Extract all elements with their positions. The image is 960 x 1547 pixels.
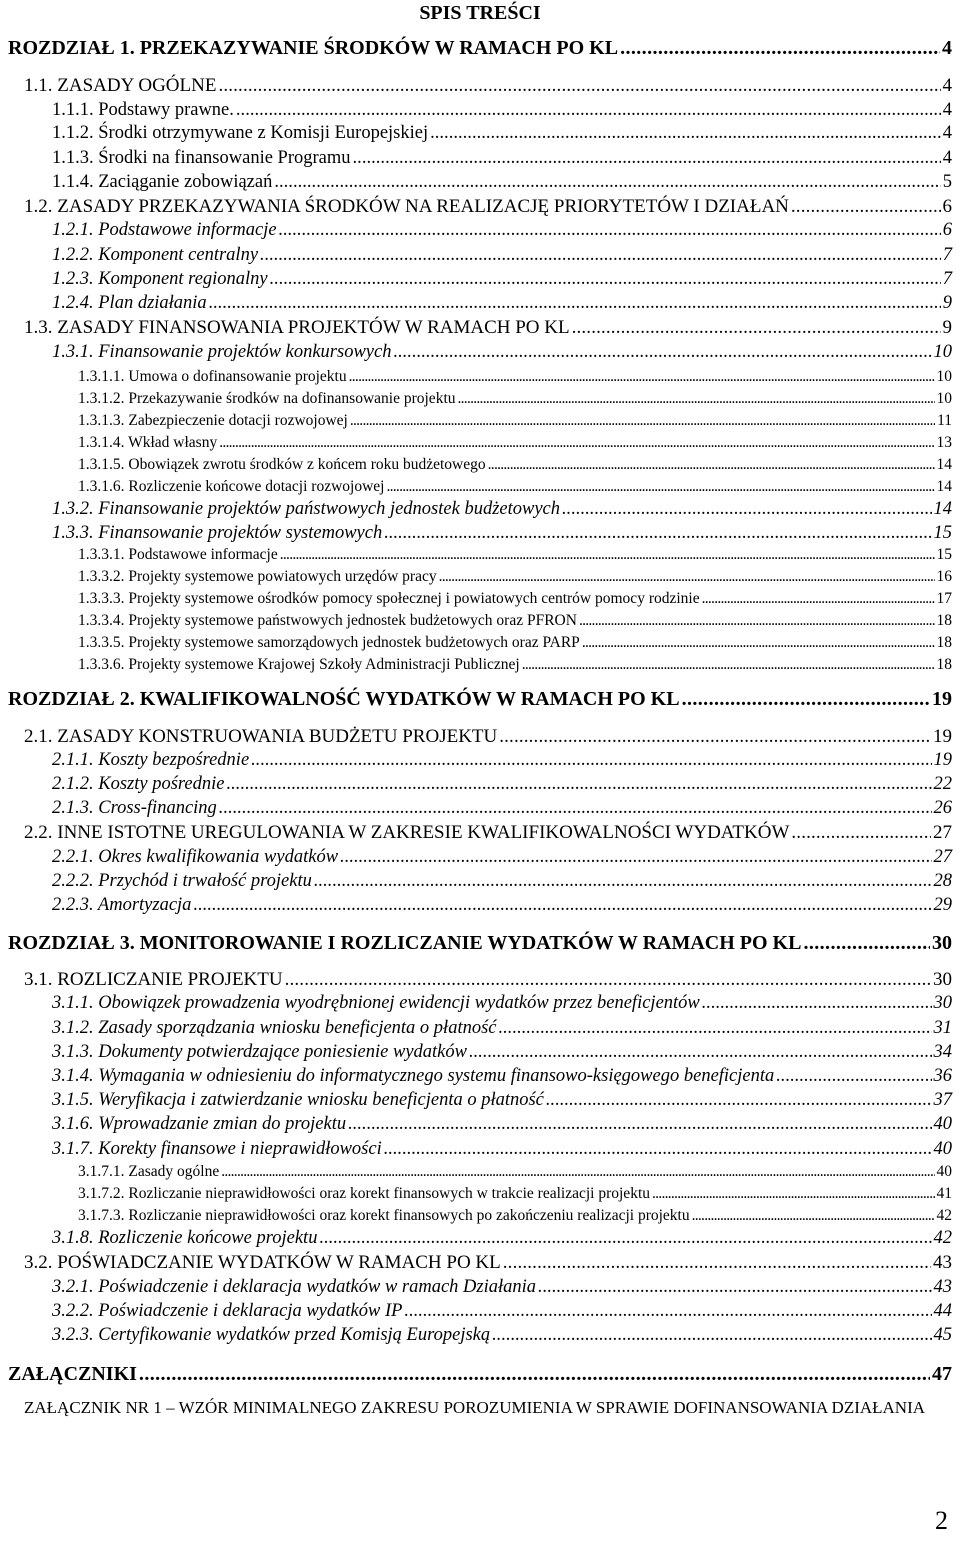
dot-leader — [430, 123, 941, 144]
toc-entry[interactable] — [78, 434, 952, 452]
toc-entry[interactable] — [78, 478, 952, 496]
toc-entry-title: 1.3.1.5. Obowiązek zwrotu środków z końcem roku budżetowego — [78, 456, 486, 473]
dot-leader — [274, 172, 940, 193]
toc-entry[interactable] — [24, 317, 952, 339]
toc-entry-page: 19 — [933, 726, 952, 747]
toc-entry-title: 2.1.1. Koszty bezpośrednie — [52, 750, 250, 770]
toc-entry-title: 1.3.1.1. Umowa o dofinansowanie projektu — [78, 368, 347, 385]
toc-entry[interactable] — [52, 1018, 952, 1039]
dot-leader — [218, 75, 940, 97]
toc-entry-page: 14 — [936, 456, 952, 473]
toc-entry-title: 3.1.7.3. Rozliczanie nieprawidłowości oraz korekt finansowych po zakończeniu realizacji projektu — [78, 1207, 690, 1224]
dot-leader — [562, 499, 931, 520]
toc-entry-page: 10 — [936, 368, 952, 385]
toc-entry-title: 1.3. ZASADY FINANSOWANIA PROJEKTÓW W RAMACH PO KL — [24, 317, 570, 338]
toc-entry[interactable] — [52, 123, 952, 144]
toc-entry-title: 3.1.3. Dokumenty potwierdzające poniesienie wydatków — [52, 1042, 467, 1062]
dot-leader — [458, 390, 935, 408]
toc-entry-page: 16 — [936, 568, 952, 585]
toc-entry[interactable] — [78, 546, 952, 564]
toc-entry[interactable] — [78, 634, 952, 652]
toc-entry-title: 2.1. ZASADY KONSTRUOWANIA BUDŻETU PROJEKTU — [24, 726, 498, 747]
dot-leader — [503, 1252, 931, 1274]
toc-entry[interactable] — [52, 245, 952, 266]
toc-entry-title: 3.1.5. Weryfikacja i zatwierdzanie wniosku beneficjenta o płatność — [52, 1090, 544, 1110]
dot-leader — [579, 612, 935, 630]
dot-leader — [209, 293, 941, 314]
dot-leader — [499, 1018, 932, 1039]
toc-entry-title: 1.1.1. Podstawy prawne. — [52, 100, 234, 120]
dot-leader — [469, 1042, 932, 1063]
toc-entry-page: 18 — [936, 634, 952, 651]
dot-leader — [314, 871, 932, 892]
toc-entry[interactable] — [78, 1163, 952, 1181]
toc-entry-title: 1.3.3. Finansowanie projektów systemowych — [52, 523, 383, 543]
toc-entry-page: 4 — [942, 75, 952, 96]
page-number: 2 — [935, 1506, 948, 1535]
toc-entry-page: 37 — [933, 1090, 952, 1110]
toc-entry-page: 4 — [942, 148, 952, 168]
dot-leader — [285, 969, 931, 991]
toc-entry-page: 43 — [933, 1252, 952, 1273]
toc-entry[interactable] — [24, 75, 952, 97]
toc-entry-title: 1.1.2. Środki otrzymywane z Komisji Europejskiej — [52, 123, 429, 143]
toc-entry[interactable] — [8, 1363, 952, 1386]
dot-leader — [499, 726, 931, 748]
annex-entry[interactable]: ZAŁĄCZNIK NR 1 – WZÓR MINIMALNEGO ZAKRESU POROZUMIENIA W SPRAWIE DOFINANSOWANIA DZIAŁANIA — [24, 1398, 926, 1417]
dot-leader — [776, 1066, 931, 1087]
toc-entry-page: 9 — [942, 317, 952, 338]
toc-entry-page: 44 — [933, 1301, 952, 1321]
toc-entry-page: 6 — [942, 220, 952, 240]
toc-entry-title: 1.2.1. Podstawowe informacje — [52, 220, 277, 240]
dot-leader — [682, 688, 930, 711]
dot-leader — [139, 1363, 930, 1386]
dot-leader — [349, 368, 935, 386]
toc-entry-title: 2.2.2. Przychód i trwałość projektu — [52, 871, 312, 891]
toc-entry-page: 7 — [942, 269, 952, 289]
toc-entry-title: 2.1.3. Cross-financing — [52, 798, 217, 818]
dot-leader — [439, 568, 935, 586]
toc-entry[interactable] — [24, 1252, 952, 1274]
dot-leader — [219, 434, 934, 452]
toc-entry-page: 22 — [933, 774, 952, 794]
toc-entry-page: 4 — [942, 123, 952, 143]
toc-entry-page: 43 — [933, 1277, 952, 1297]
toc-entry-title: 1.3.3.4. Projekty systemowe państwowych jednostek budżetowych oraz PFRON — [78, 612, 577, 629]
dot-leader — [280, 546, 935, 564]
dot-leader — [538, 1277, 931, 1298]
toc-entry[interactable] — [52, 774, 952, 795]
toc-entry-page: 30 — [932, 932, 952, 954]
toc-entry-page: 19 — [932, 688, 952, 710]
toc-entry-page: 5 — [942, 172, 952, 192]
dot-leader — [404, 1301, 931, 1322]
dot-leader — [492, 1325, 931, 1346]
dot-leader — [791, 822, 931, 844]
toc-entry[interactable] — [52, 220, 952, 241]
toc-entry[interactable] — [52, 523, 952, 544]
toc-entry[interactable] — [52, 847, 952, 868]
toc-entry[interactable] — [52, 293, 952, 314]
toc-entry-title: 1.3.3.3. Projekty systemowe ośrodków pomocy społecznej i powiatowych centrów pomocy rodzinie — [78, 590, 700, 607]
toc-entry-page: 30 — [933, 969, 952, 990]
toc-entry[interactable] — [52, 1277, 952, 1298]
toc-entry-title: 3.1.7.1. Zasady ogólne — [78, 1163, 220, 1180]
toc-entry-title: ROZDZIAŁ 2. KWALIFIKOWALNOŚĆ WYDATKÓW W RAMACH PO KL — [8, 688, 680, 710]
toc-entry-page: 40 — [933, 1139, 952, 1159]
dot-leader — [219, 798, 932, 819]
toc-entry-title: 3.1. ROZLICZANIE PROJEKTU — [24, 969, 283, 990]
toc-entry[interactable] — [78, 590, 952, 608]
toc-entry[interactable] — [24, 822, 952, 844]
toc-entry-page: 26 — [933, 798, 952, 818]
toc-entry-page: 42 — [936, 1207, 952, 1224]
dot-leader — [572, 317, 941, 339]
toc-entry-title: 3.2.2. Poświadczenie i deklaracja wydatków IP — [52, 1301, 403, 1321]
dot-leader — [279, 220, 941, 241]
toc-entry-page: 4 — [942, 100, 952, 120]
toc-entry-title: 3.2. POŚWIADCZANIE WYDATKÓW W RAMACH PO KL — [24, 1252, 501, 1273]
dot-leader — [386, 478, 934, 496]
toc-entry[interactable] — [78, 568, 952, 586]
toc-entry-page: 34 — [933, 1042, 952, 1062]
toc-entry-title: 3.1.6. Wprowadzanie zmian do projektu — [52, 1114, 347, 1134]
toc-entry[interactable] — [78, 1185, 952, 1203]
toc-entry[interactable] — [52, 269, 952, 290]
toc-entry[interactable] — [52, 1325, 952, 1346]
toc-entry-title: 1.1.3. Środki na finansowanie Programu — [52, 148, 351, 168]
dot-leader — [702, 993, 932, 1014]
toc-entry-page: 13 — [936, 434, 952, 451]
toc-entry-page: 30 — [933, 993, 952, 1013]
toc-entry-title: ZAŁĄCZNIKI — [8, 1363, 137, 1385]
toc-entry-title: 1.3.1. Finansowanie projektów konkursowych — [52, 342, 392, 362]
toc-entry-title: 1.1.4. Zaciąganie zobowiązań — [52, 172, 273, 192]
toc-entry-title: 1.2.4. Plan działania — [52, 293, 207, 313]
toc-entry[interactable] — [8, 688, 952, 711]
toc-entry-page: 14 — [933, 499, 952, 519]
toc-entry[interactable] — [52, 1042, 952, 1063]
toc-entry[interactable] — [52, 148, 952, 169]
toc-entry-title: 1.2. ZASADY PRZEKAZYWANIA ŚRODKÓW NA REALIZACJĘ PRIORYTETÓW I DZIAŁAŃ — [24, 196, 789, 217]
toc-entry[interactable] — [52, 1301, 952, 1322]
toc-entry-title: 1.1. ZASADY OGÓLNE — [24, 75, 217, 96]
toc-entry-page: 10 — [936, 390, 952, 407]
toc-entry-title: 3.1.1. Obowiązek prowadzenia wyodrębnionej ewidencji wydatków przez beneficjentów — [52, 993, 700, 1013]
dot-leader — [353, 148, 941, 169]
toc-entry-page: 4 — [942, 37, 952, 59]
toc-entry-page: 6 — [942, 196, 952, 217]
toc-entry-title: 1.3.1.3. Zabezpieczenie dotacji rozwojowej — [78, 412, 348, 429]
toc-entry-title: 3.1.2. Zasady sporządzania wniosku beneficjenta o płatność — [52, 1018, 497, 1038]
toc-entry[interactable] — [78, 412, 952, 430]
dot-leader — [384, 523, 931, 544]
dot-leader — [803, 932, 930, 955]
toc-entry-page: 10 — [933, 342, 952, 362]
toc-entry-title: 3.1.7. Korekty finansowe i nieprawidłowości — [52, 1139, 382, 1159]
toc-entry[interactable] — [52, 993, 952, 1014]
toc-entry-title: 2.2. INNE ISTOTNE UREGULOWANIA W ZAKRESIE KWALIFIKOWALNOŚCI WYDATKÓW — [24, 822, 790, 843]
toc-entry[interactable] — [52, 1139, 952, 1160]
toc-entry-title: 1.2.2. Komponent centralny — [52, 245, 259, 265]
dot-leader — [652, 1185, 935, 1203]
toc-entry-page: 7 — [942, 245, 952, 265]
toc-entry-title: 1.3.1.2. Przekazywanie środków na dofinansowanie projektu — [78, 390, 456, 407]
toc-entry[interactable] — [52, 342, 952, 363]
dot-leader — [702, 590, 935, 608]
toc-entry-page: 45 — [933, 1325, 952, 1345]
toc-entry-title: 1.3.1.6. Rozliczenie końcowe dotacji rozwojowej — [78, 478, 385, 495]
dot-leader — [620, 37, 940, 60]
toc-entry-title: 3.1.7.2. Rozliczanie nieprawidłowości oraz korekt finansowych w trakcie realizacji projektu — [78, 1185, 650, 1202]
toc-entry[interactable] — [52, 1114, 952, 1135]
dot-leader — [582, 634, 935, 652]
toc-entry-page: 27 — [933, 822, 952, 843]
dot-leader — [393, 342, 931, 363]
dot-leader — [340, 847, 931, 868]
dot-leader — [350, 412, 935, 430]
toc-entry[interactable] — [24, 726, 952, 748]
toc-entry[interactable] — [24, 969, 952, 991]
dot-leader — [260, 245, 941, 266]
toc-entry-page: 14 — [936, 478, 952, 495]
dot-leader — [251, 750, 931, 771]
dot-leader — [193, 895, 931, 916]
toc-entry-title: 1.3.3.5. Projekty systemowe samorządowych jednostek budżetowych oraz PARP — [78, 634, 580, 651]
toc-entry-title: ROZDZIAŁ 3. MONITOROWANIE I ROZLICZANIE WYDATKÓW W RAMACH PO KL — [8, 932, 802, 954]
toc-entry-page: 31 — [933, 1018, 952, 1038]
toc-entry-title: ROZDZIAŁ 1. PRZEKAZYWANIE ŚRODKÓW W RAMACH PO KL — [8, 37, 619, 59]
dot-leader — [236, 100, 941, 121]
toc-entry[interactable] — [78, 368, 952, 386]
toc-entry[interactable] — [52, 1228, 952, 1249]
toc-entry-page: 36 — [933, 1066, 952, 1086]
toc-entry-title: 1.3.1.4. Wkład własny — [78, 434, 218, 451]
toc-entry-title: 1.3.3.2. Projekty systemowe powiatowych urzędów pracy — [78, 568, 437, 585]
toc-entry[interactable] — [8, 37, 952, 60]
toc-entry-title: 1.3.3.1. Podstawowe informacje — [78, 546, 278, 563]
dot-leader — [270, 269, 941, 290]
toc-entry-page: 9 — [942, 293, 952, 313]
toc-entry-page: 42 — [933, 1228, 952, 1248]
toc-entry[interactable] — [52, 750, 952, 771]
dot-leader — [227, 774, 932, 795]
dot-leader — [692, 1207, 935, 1225]
dot-leader — [488, 456, 935, 474]
toc-entry-title: 2.2.1. Okres kwalifikowania wydatków — [52, 847, 339, 867]
toc-entry-page: 41 — [936, 1185, 952, 1202]
toc-entry-page: 29 — [933, 895, 952, 915]
toc-entry-page: 19 — [933, 750, 952, 770]
toc-entry[interactable] — [78, 456, 952, 474]
toc-entry[interactable] — [52, 1066, 952, 1087]
toc-entry-page: 11 — [937, 412, 952, 429]
toc-entry[interactable] — [8, 932, 952, 955]
toc-entry-page: 47 — [932, 1363, 952, 1385]
toc-entry-title: 3.2.3. Certyfikowanie wydatków przed Komisją Europejską — [52, 1325, 491, 1345]
dot-leader — [546, 1090, 932, 1111]
toc-entry[interactable] — [78, 656, 952, 674]
dot-leader — [319, 1228, 931, 1249]
toc-entry-page: 15 — [936, 546, 952, 563]
toc-entry-title: 3.1.4. Wymagania w odniesieniu do informatycznego systemu finansowo-księgowego beneficjenta — [52, 1066, 775, 1086]
dot-leader — [791, 196, 941, 218]
toc-entry-page: 28 — [933, 871, 952, 891]
toc-entry-title: 2.2.3. Amortyzacja — [52, 895, 192, 915]
page-title: SPIS TREŚCI — [419, 2, 541, 24]
toc-entry[interactable] — [24, 196, 952, 218]
toc-entry-title: 1.3.3.6. Projekty systemowe Krajowej Szkoły Administracji Publicznej — [78, 656, 520, 673]
toc-entry-page: 40 — [936, 1163, 952, 1180]
dot-leader — [221, 1163, 934, 1181]
toc-entry-title: 1.3.2. Finansowanie projektów państwowych jednostek budżetowych — [52, 499, 561, 519]
toc-entry-page: 15 — [933, 523, 952, 543]
dot-leader — [522, 656, 935, 674]
toc-entry-page: 27 — [933, 847, 952, 867]
toc-entry-page: 17 — [936, 590, 952, 607]
toc-entry-page: 18 — [936, 656, 952, 673]
toc-entry[interactable] — [52, 100, 952, 121]
toc-entry-title: 3.2.1. Poświadczenie i deklaracja wydatków w ramach Działania — [52, 1277, 537, 1297]
dot-leader — [348, 1114, 931, 1135]
toc-entry-page: 40 — [933, 1114, 952, 1134]
toc-entry[interactable] — [52, 798, 952, 819]
toc-entry[interactable] — [52, 1090, 952, 1111]
toc-entry[interactable] — [52, 172, 952, 193]
toc-entry[interactable] — [52, 895, 952, 916]
toc-entry[interactable] — [78, 1207, 952, 1225]
toc-entry-page: 18 — [936, 612, 952, 629]
toc-entry-title: 3.1.8. Rozliczenie końcowe projektu — [52, 1228, 318, 1248]
toc-entry-title: 2.1.2. Koszty pośrednie — [52, 774, 225, 794]
toc-entry[interactable] — [52, 499, 952, 520]
toc-entry[interactable] — [52, 871, 952, 892]
toc-entry-title: 1.2.3. Komponent regionalny — [52, 269, 268, 289]
dot-leader — [384, 1139, 932, 1160]
toc-entry[interactable] — [78, 390, 952, 408]
toc-entry[interactable] — [78, 612, 952, 630]
